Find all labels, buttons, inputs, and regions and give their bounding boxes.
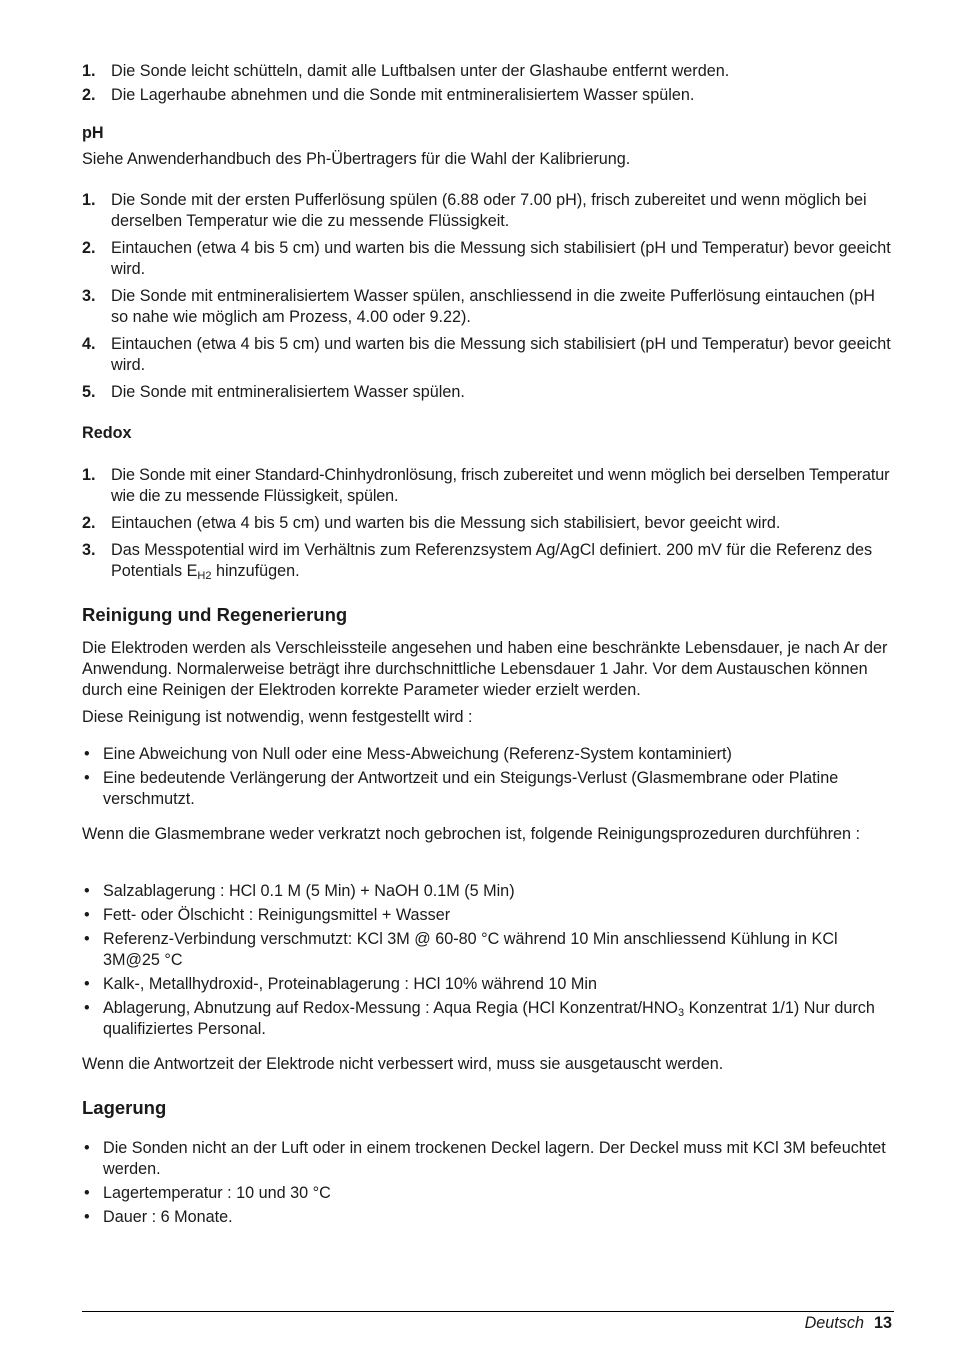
list-item (82, 465, 894, 507)
list-item (82, 382, 894, 403)
step-number: 3. (82, 287, 96, 305)
step-text: Die Sonde mit einer Standard-Chinhydronlösung, frisch zubereitet und wenn möglich bei derselben Temperatur wie die zu messende Flüssigkeit, spülen. (111, 466, 890, 505)
footer-rule (82, 1311, 894, 1312)
storage-list (82, 1138, 894, 1231)
list-item: • Referenz-Verbindung verschmutzt: KCl 3M @ 60-80 °C während 10 Min anschliessend Kühlung in KCl 3M@25 °C (82, 929, 894, 971)
page-number: 13 (873, 1314, 892, 1332)
subscript: 3 (678, 1007, 685, 1019)
step-number: 2. (82, 239, 96, 257)
step-text-part: hinzufügen. (211, 562, 300, 580)
subscript: H2 (197, 570, 212, 582)
intro-steps (82, 61, 894, 112)
list-item (82, 540, 894, 582)
ph-note: Siehe Anwenderhandbuch des Ph-Übertragers für die Wahl der Kalibrierung. (82, 150, 631, 168)
ph-heading: pH (82, 124, 104, 142)
step-text: Eintauchen (etwa 4 bis 5 cm) und warten bis die Messung sich stabilisiert (pH und Temperatur) bevor geeicht wird. (111, 239, 891, 278)
storage-heading: Lagerung (82, 1097, 167, 1118)
cleaning-heading: Reinigung und Regenerierung (82, 604, 348, 625)
list-item (82, 286, 894, 328)
list-item (82, 334, 894, 376)
cleaning-paragraph-4: Wenn die Antwortzeit der Elektrode nicht verbessert wird, muss sie ausgetauscht werden. (82, 1055, 724, 1073)
step-number: 1. (82, 191, 96, 209)
list-item: • Dauer : 6 Monate. (82, 1207, 894, 1228)
item-text-part: Konzentrat 1/1) Nur durch qualifiziertes Personal. (103, 999, 875, 1038)
cleaning-conditions (82, 744, 894, 813)
step-number: 3. (82, 541, 96, 559)
redox-heading: Redox (82, 424, 132, 442)
step-number: 5. (82, 383, 96, 401)
list-item: • Salzablagerung : HCl 0.1 M (5 Min) + NaOH 0.1M (5 Min) (82, 881, 894, 902)
list-item: • Eine Abweichung von Null oder eine Mess-Abweichung (Referenz-System kontaminiert) (82, 744, 894, 765)
step-number: 4. (82, 335, 96, 353)
step-text: Die Sonde mit entmineralisiertem Wasser spülen, anschliessend in die zweite Pufferlösung eintauchen (pH so nahe wie möglich am Prozess, 4.00 oder 9.22). (111, 287, 875, 326)
step-text: Eintauchen (etwa 4 bis 5 cm) und warten bis die Messung sich stabilisiert (pH und Temperatur) bevor geeicht wird. (111, 335, 891, 374)
list-item: • Eine bedeutende Verlängerung der Antwortzeit und ein Steigungs-Verlust (Glasmembrane oder Platine verschmutzt. (82, 768, 894, 810)
step-number: 2. (82, 86, 96, 104)
ph-steps (82, 190, 894, 409)
step-text: Die Sonde leicht schütteln, damit alle Luftbalsen unter der Glashaube entfernt werden. (111, 62, 730, 80)
list-item (82, 513, 894, 534)
list-item (82, 61, 894, 82)
step-text: Die Sonde mit der ersten Pufferlösung spülen (6.88 oder 7.00 pH), frisch zubereitet und wenn möglich bei derselben Temperatur wie die zu messende Flüssigkeit. (111, 191, 867, 230)
list-item (82, 998, 894, 1040)
list-item: • Kalk-, Metallhydroxid-, Proteinablagerung : HCl 10% während 10 Min (82, 974, 894, 995)
list-item: • Die Sonden nicht an der Luft oder in einem trockenen Deckel lagern. Der Deckel muss mit KCl 3M befeuchtet werden. (82, 1138, 894, 1180)
step-number: 1. (82, 62, 96, 80)
list-item (82, 85, 894, 106)
step-text-part: Das Messpotential wird im Verhältnis zum Referenzsystem Ag/AgCl definiert. 200 mV für die Referenz des Potentials E (111, 541, 873, 580)
step-text: Die Sonde mit entmineralisiertem Wasser spülen. (111, 383, 465, 401)
item-text-part: Ablagerung, Abnutzung auf Redox-Messung : Aqua Regia (HCl Konzentrat/HNO (103, 999, 678, 1017)
step-text: Die Lagerhaube abnehmen und die Sonde mit entmineralisiertem Wasser spülen. (111, 86, 695, 104)
page-footer (805, 1313, 892, 1334)
list-item: • Fett- oder Ölschicht : Reinigungsmittel + Wasser (82, 905, 894, 926)
cleaning-procedures (82, 881, 894, 1043)
redox-steps (82, 465, 894, 588)
step-text: Eintauchen (etwa 4 bis 5 cm) und warten bis die Messung sich stabilisiert, bevor geeicht wird. (111, 514, 781, 532)
step-number: 2. (82, 514, 96, 532)
list-item: • Lagertemperatur : 10 und 30 °C (82, 1183, 894, 1204)
list-item (82, 238, 894, 280)
cleaning-paragraph-1: Die Elektroden werden als Verschleissteile angesehen und haben eine beschränkte Lebensdauer, je nach Ar der Anwendung. Normalerweise beträgt ihre durchschnittliche Lebensdauer 1 Jahr. Vor dem Austauschen können durch eine Reinigen der Elektroden korrekte Parameter wieder erzielt werden. (82, 639, 888, 699)
footer-language: Deutsch (804, 1314, 864, 1332)
cleaning-paragraph-2: Diese Reinigung ist notwendig, wenn festgestellt wird : (82, 708, 473, 726)
list-item (82, 190, 894, 232)
step-text (111, 541, 872, 580)
step-number: 1. (82, 466, 96, 484)
cleaning-paragraph-3: Wenn die Glasmembrane weder verkratzt noch gebrochen ist, folgende Reinigungsprozeduren durchführen : (82, 825, 861, 843)
